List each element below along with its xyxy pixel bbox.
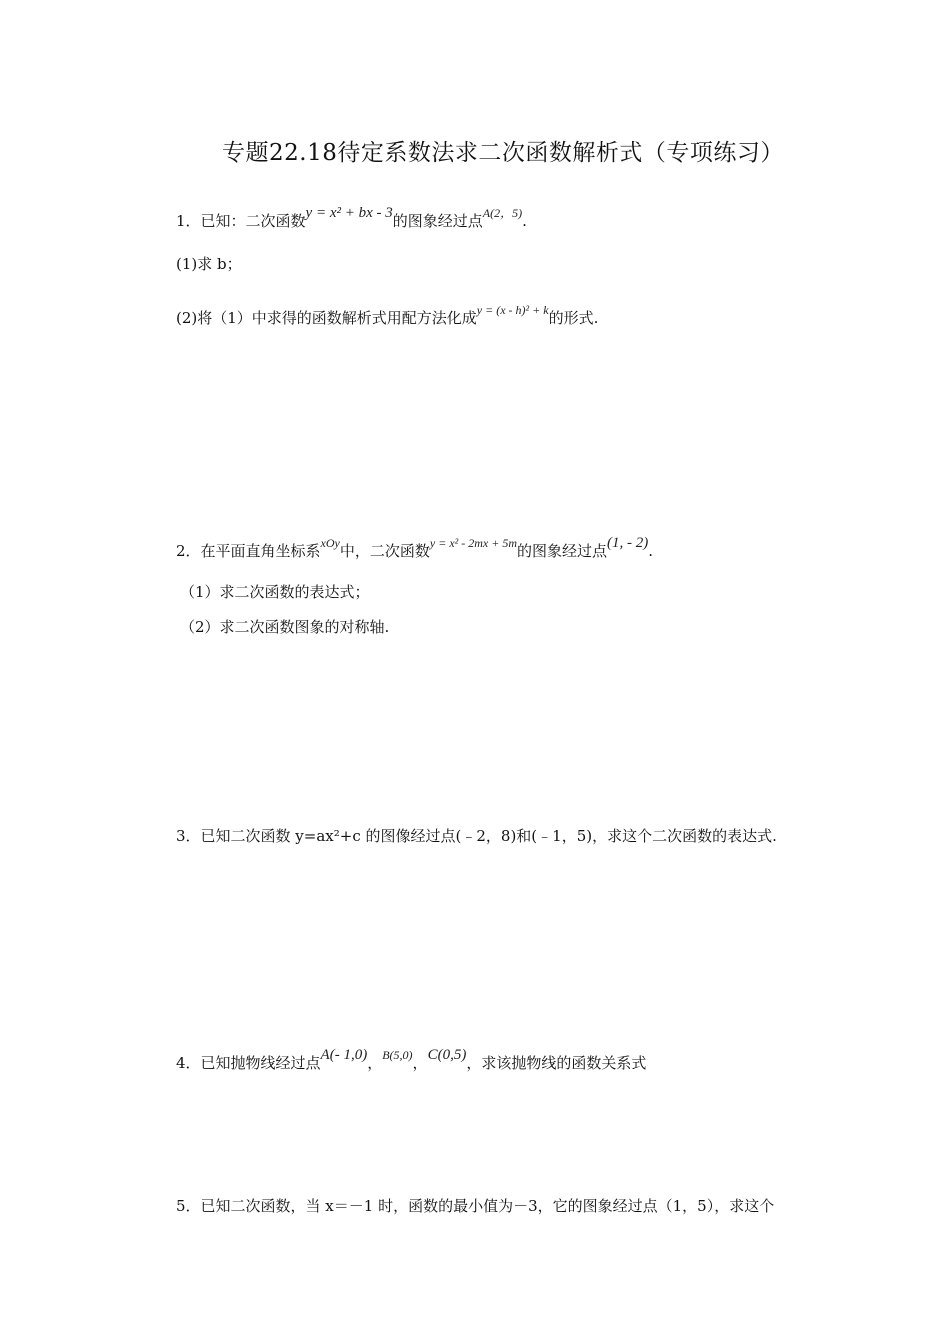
q1-sub1: (1)求 b； bbox=[176, 255, 242, 273]
q2-system: xOy bbox=[320, 536, 340, 550]
question-5: 5．已知二次函数，当 x＝－1 时，函数的最小值为－3，它的图象经过点（1，5），求这个 bbox=[176, 1197, 775, 1215]
question-2 bbox=[176, 533, 653, 561]
question-1-part-2 bbox=[176, 300, 598, 328]
q2-mid2: 的图象经过点 bbox=[517, 542, 608, 560]
q1-end: . bbox=[522, 212, 527, 230]
question-4 bbox=[176, 1045, 646, 1073]
q1-point: A(2，5) bbox=[482, 206, 523, 220]
q2-mid1: 中，二次函数 bbox=[339, 542, 430, 560]
q1-mid: 的图象经过点 bbox=[392, 212, 483, 230]
q2-point: (1, - 2) bbox=[607, 535, 649, 551]
q2-formula: y = x² - 2mx + 5m bbox=[429, 536, 517, 550]
question-1 bbox=[176, 203, 527, 231]
page-title: 专题22.18待定系数法求二次函数解析式（专项练习） bbox=[222, 140, 784, 166]
q1-sub2-end: 的形式. bbox=[548, 309, 599, 327]
q1-sub2-formula: y = (x - h)² + k bbox=[476, 303, 549, 317]
q2-sub1: （1）求二次函数的表达式； bbox=[180, 583, 370, 601]
q4-point-c: C(0,5) bbox=[427, 1047, 467, 1063]
q2-end: . bbox=[648, 542, 654, 560]
q1-sub2-prefix: (2)将（1）中求得的函数解析式用配方法化成 bbox=[176, 309, 477, 327]
q4-point-b: B(5,0) bbox=[382, 1048, 413, 1062]
q4-sep1: ， bbox=[367, 1054, 383, 1072]
q2-sub2: （2）求二次函数图象的对称轴. bbox=[180, 618, 390, 636]
question-3: 3．已知二次函数 y=ax²+c 的图像经过点(﹣2，8)和(﹣1，5)，求这个二次函数的表达式. bbox=[176, 827, 777, 845]
q4-point-a: A(- 1,0) bbox=[320, 1047, 368, 1063]
q1-formula: y = x² + bx - 3 bbox=[305, 205, 393, 221]
q2-prefix: 2．在平面直角坐标系 bbox=[176, 542, 321, 560]
q4-sep2: ， bbox=[412, 1054, 428, 1072]
q4-end: ，求该抛物线的函数关系式 bbox=[466, 1054, 647, 1072]
q4-prefix: 4．已知抛物线经过点 bbox=[176, 1054, 321, 1072]
q1-prefix: 1．已知：二次函数 bbox=[176, 212, 306, 230]
